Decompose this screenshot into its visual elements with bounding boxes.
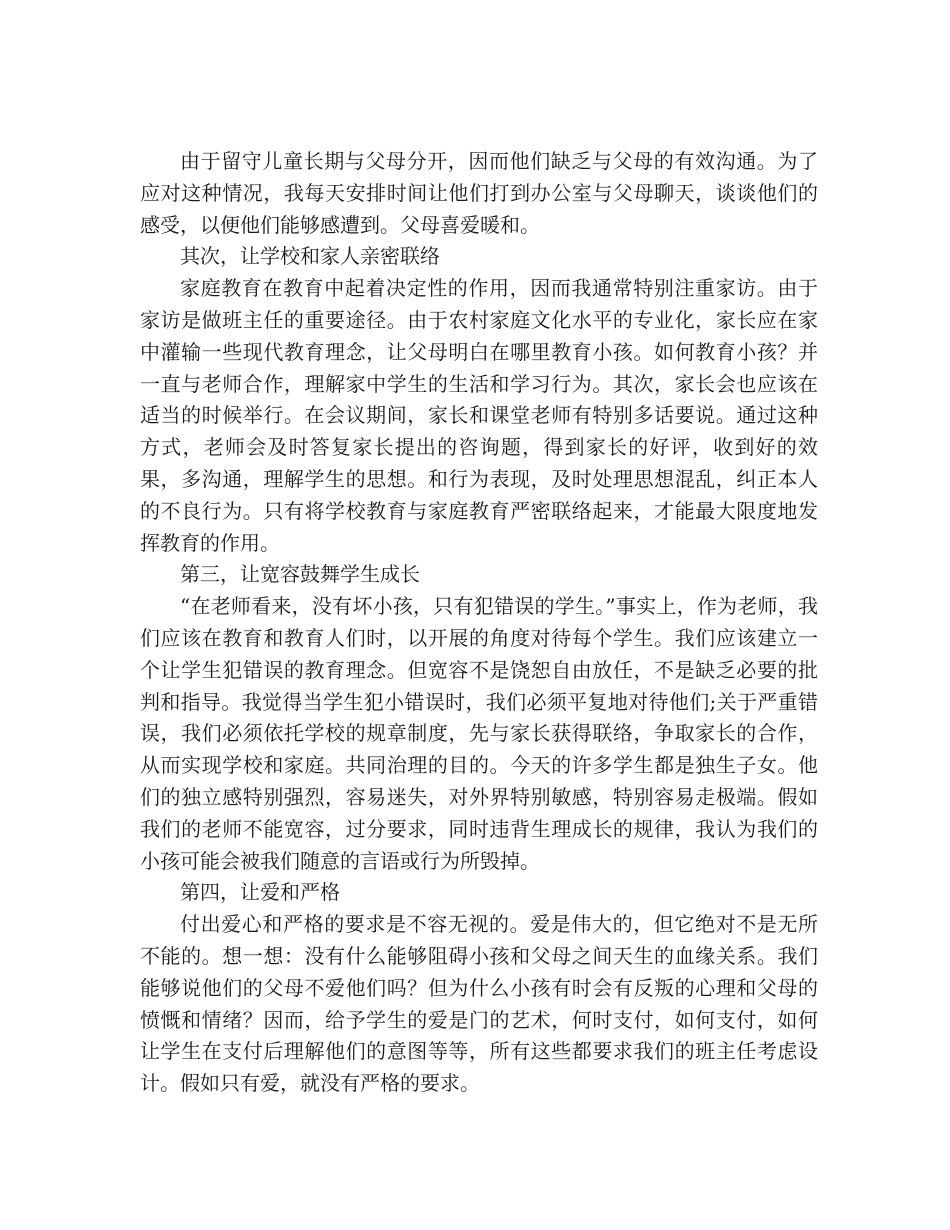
paragraph-contact-parents: 由于留守儿童长期与父母分开，因而他们缺乏与父母的有效沟通。为了应对这种情况，我每天安排时间让他们打到办公室与父母聊天，谈谈他们的感受，以便他们能够感遭到。父母喜爱暖和。 bbox=[140, 149, 818, 237]
section-heading-love-strict: 第四，让爱和严格 bbox=[180, 880, 340, 905]
section-heading-school-family: 其次，让学校和家人亲密联络 bbox=[180, 244, 440, 269]
paragraph-tolerance: “在老师看来，没有坏小孩，只有犯错误的学生。”事实上，作为老师，我们应该在教育和教育人们时，以开展的角度对待每个学生。我们应该建立一个让学生犯错误的教育理念。但宽容不是饶恕自由放任，不是缺乏必要的批判和指导。我觉得当学生犯小错误时，我们必须平复地对待他们;关于严重错误，我们必须依托学校的规章制度，先与家长获得联络，争取家长的合作，从而实现学校和家庭。共同治理的目的。今天的许多学生都是独生子女。他们的独立感特别强烈，容易迷失，对外界特别敏感，特别容易走极端。假如我们的老师不能宽容，过分要求，同时违背生理成长的规律，我认为我们的小孩可能会被我们随意的言语或行为所毁掉。 bbox=[140, 594, 818, 873]
paragraph-love-strict: 付出爱心和严格的要求是不容无视的。爱是伟大的，但它绝对不是无所不能的。想一想：没有什么能够阻碍小孩和父母之间天生的血缘关系。我们能够说他们的父母不爱他们吗？但为什么小孩有时会有反叛的心理和父母的愤慨和情绪？因而，给予学生的爱是门的艺术，何时支付，如何支付，如何让学生在支付后理解他们的意图等等，所有这些都要求我们的班主任考虑设计。假如只有爱，就没有严格的要求。 bbox=[140, 912, 818, 1096]
paragraph-family-education: 家庭教育在教育中起着决定性的作用，因而我通常特别注重家访。由于家访是做班主任的重要途径。由于农村家庭文化水平的专业化，家长应在家中灌输一些现代教育理念，让父母明白在哪里教育小孩。如何教育小孩？并一直与老师合作，理解家中学生的生活和学习行为。其次，家长会也应该在适当的时候举行。在会议期间，家长和课堂老师有特别多话要说。通过这种方式，老师会及时答复家长提出的咨询题，得到家长的好评，收到好的效果，多沟通，理解学生的思想。和行为表现，及时处理思想混乱，纠正本人的不良行为。只有将学校教育与家庭教育严密联络起来，才能最大限度地发挥教育的作用。 bbox=[140, 276, 818, 555]
section-heading-tolerance: 第三，让宽容鼓舞学生成长 bbox=[180, 562, 420, 587]
document-page bbox=[140, 146, 818, 1100]
